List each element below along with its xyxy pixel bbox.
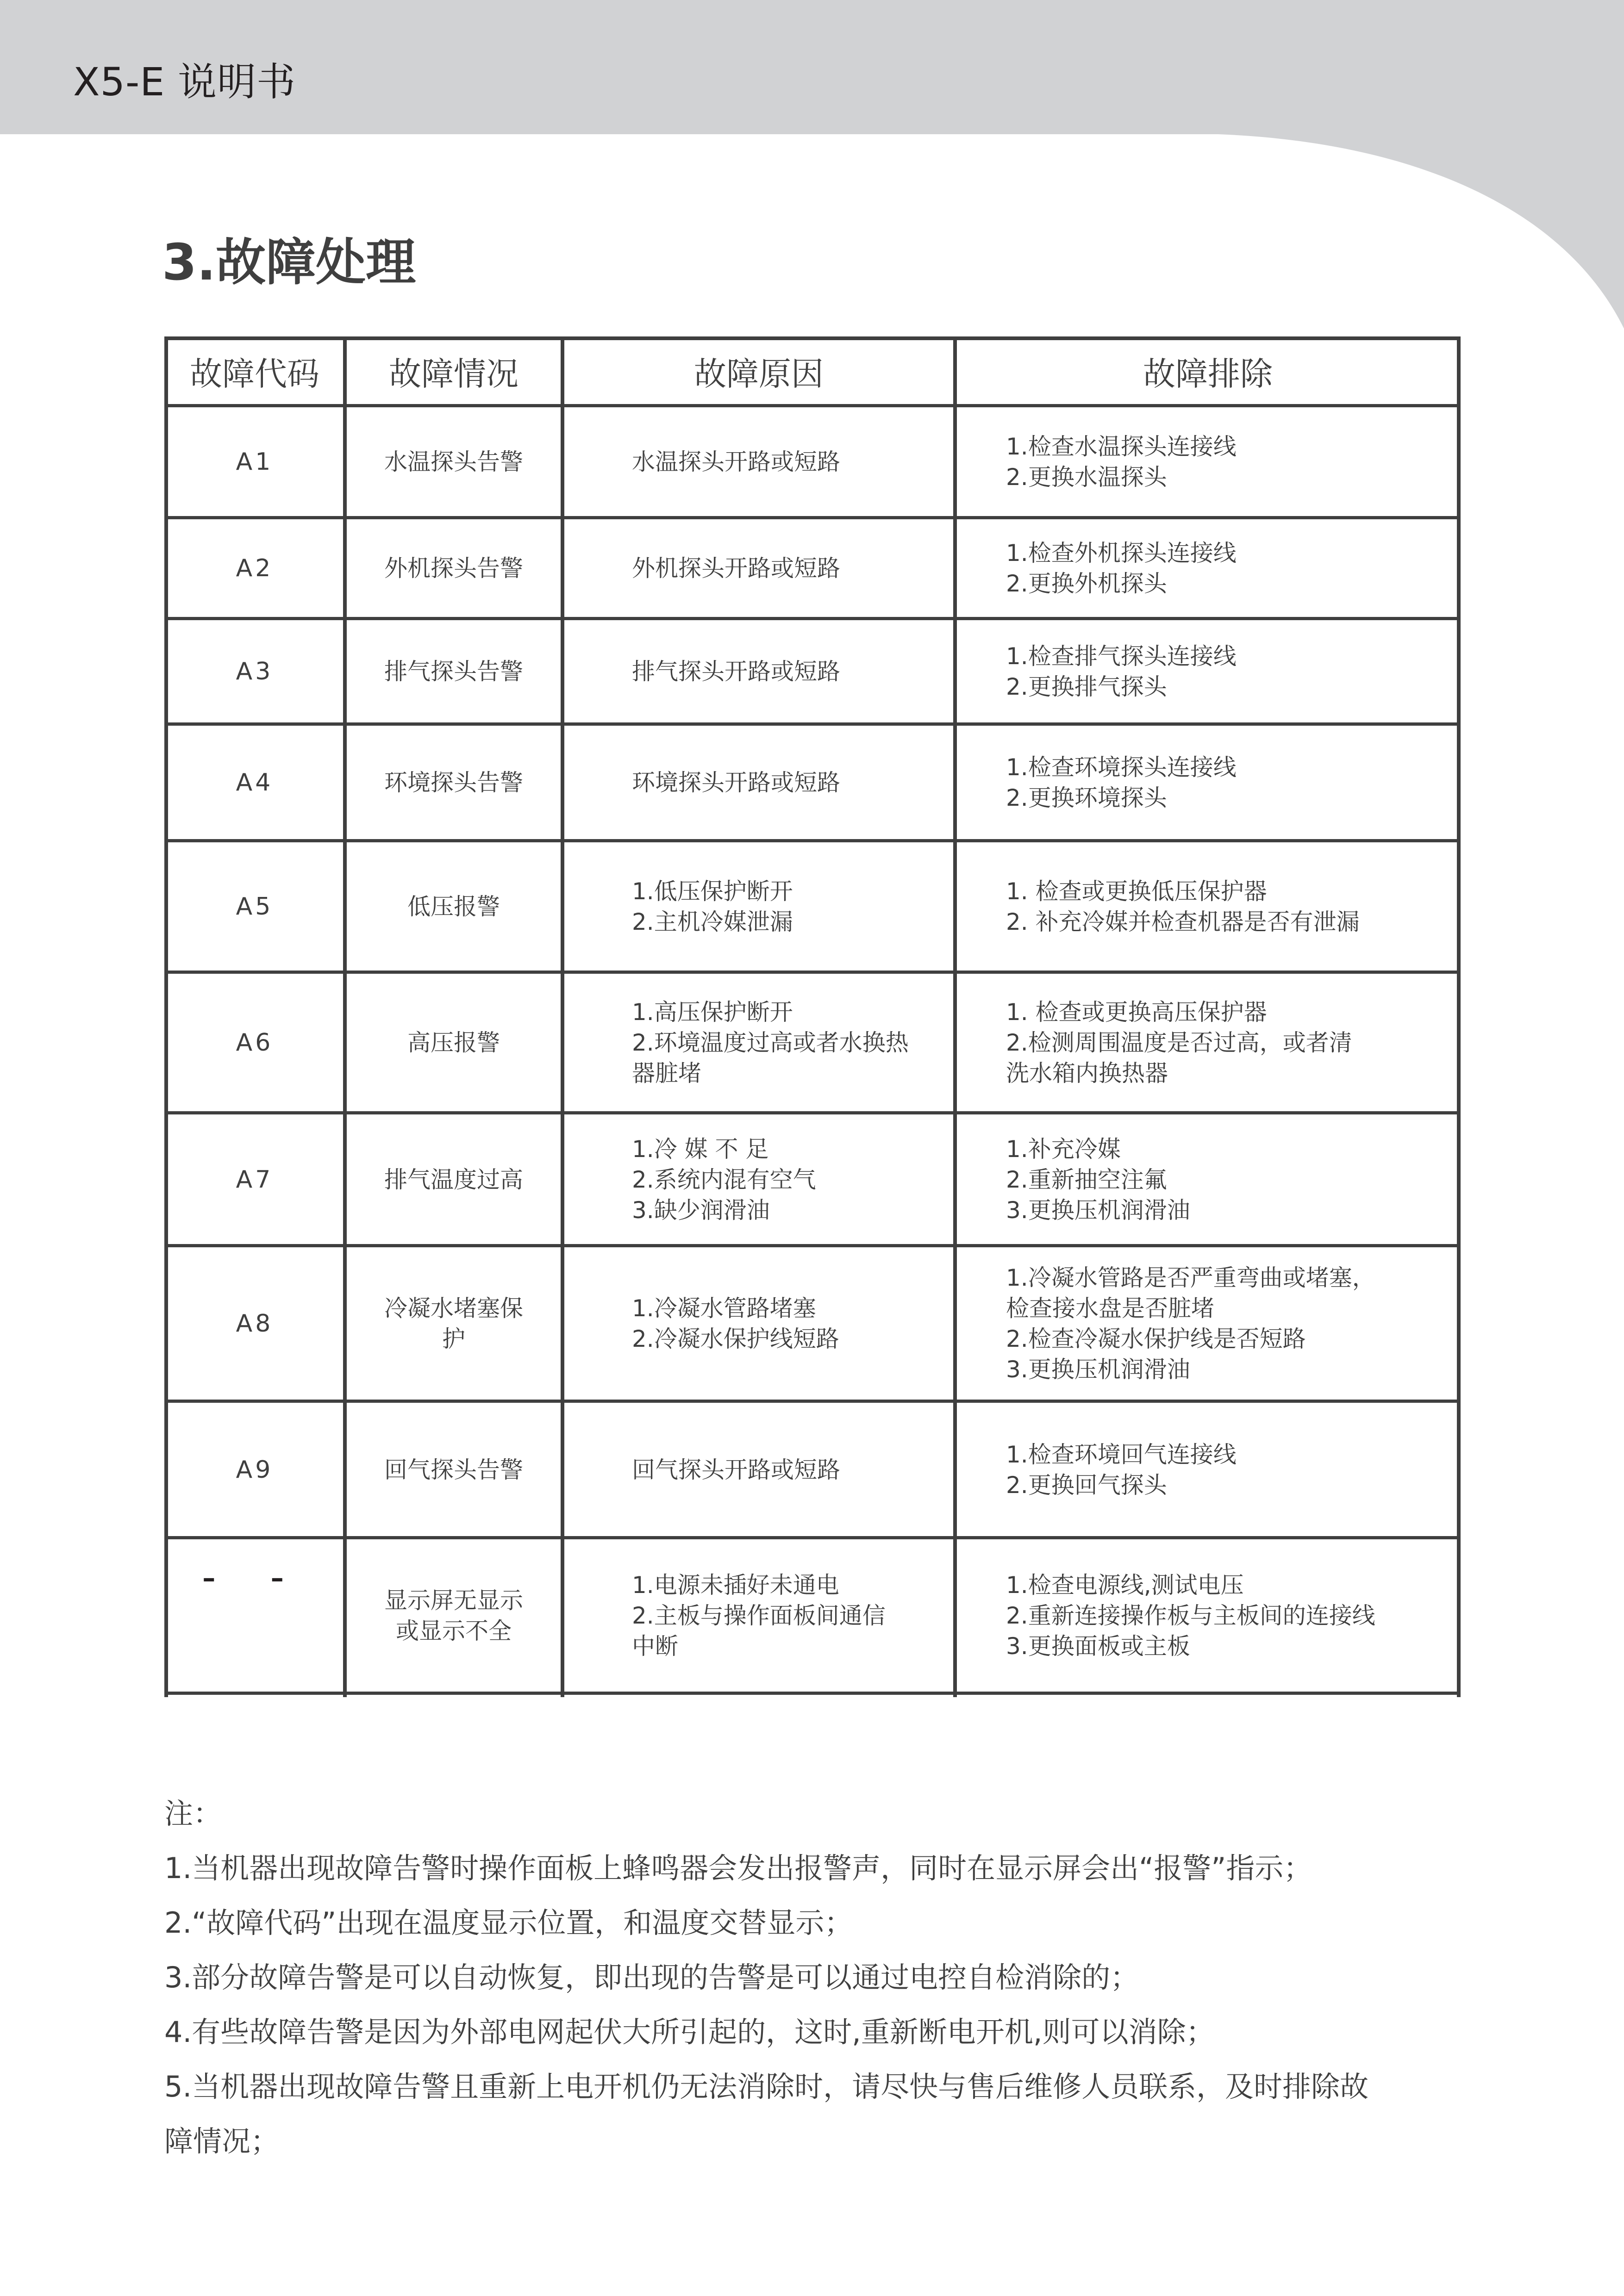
fault-code: A9 bbox=[236, 1456, 274, 1484]
fault-code-cell bbox=[164, 972, 345, 1113]
situation-line-lines bbox=[384, 656, 523, 687]
fault-code: A8 bbox=[236, 1310, 274, 1338]
fault-situation-cell bbox=[345, 1246, 562, 1401]
fix-line: 1. 检查或更换高压保护器 bbox=[1006, 999, 1267, 1026]
situation-line: 排气温度过高 bbox=[384, 1166, 523, 1193]
fault-code-cell bbox=[164, 1401, 345, 1538]
fix-line-lines bbox=[1006, 1570, 1375, 1661]
fix-line-lines bbox=[1006, 997, 1352, 1089]
cause-line: 水温探头开路或短路 bbox=[632, 448, 840, 475]
fix-line: 2.更换回气探头 bbox=[1006, 1471, 1167, 1499]
fault-situation-cell bbox=[345, 518, 562, 619]
situation-line: 排气探头告警 bbox=[384, 658, 523, 685]
situation-line: 环境探头告警 bbox=[384, 769, 523, 796]
column-header-label: 故障排除 bbox=[1143, 355, 1273, 393]
fix-line: 1.检查排气探头连接线 bbox=[1006, 643, 1237, 670]
note-item: 2.“故障代码”出现在温度显示位置，和温度交替显示； bbox=[164, 1906, 853, 1940]
header-fault-code bbox=[164, 336, 345, 406]
situation-line-lines bbox=[407, 891, 500, 922]
cause-line: 回气探头开路或短路 bbox=[632, 1456, 840, 1483]
cause-line-lines bbox=[632, 997, 909, 1089]
fix-line: 1.检查水温探头连接线 bbox=[1006, 433, 1237, 460]
fix-line: 2.重新连接操作板与主板间的连接线 bbox=[1006, 1602, 1375, 1629]
fault-situation-cell bbox=[345, 406, 562, 518]
fix-line: 2.更换外机探头 bbox=[1006, 570, 1167, 597]
situation-line-lines bbox=[384, 553, 523, 584]
cause-line: 2.系统内混有空气 bbox=[632, 1166, 816, 1193]
header-fault-fix bbox=[955, 336, 1461, 406]
situation-line: 外机探头告警 bbox=[384, 555, 523, 582]
cause-line-lines bbox=[632, 447, 840, 477]
fault-situation-cell bbox=[345, 841, 562, 972]
fix-line-lines bbox=[1006, 641, 1237, 702]
fault-code: A7 bbox=[236, 1165, 274, 1194]
fault-cause-cell bbox=[562, 1246, 955, 1401]
fix-line-lines bbox=[1006, 1263, 1375, 1385]
cause-line-lines bbox=[632, 1134, 816, 1226]
note-item: 障情况； bbox=[164, 2124, 280, 2158]
note-item: 5.当机器出现故障告警且重新上电开机仍无法消除时，请尽快与售后维修人员联系，及时排除故 bbox=[164, 2070, 1369, 2103]
cause-line-lines bbox=[632, 1293, 839, 1354]
fix-line-lines bbox=[1006, 1134, 1190, 1226]
notes-heading: 注： bbox=[164, 1797, 222, 1830]
situation-line: 高压报警 bbox=[407, 1029, 500, 1056]
fix-line: 2.重新抽空注氟 bbox=[1006, 1166, 1167, 1193]
fault-cause-cell bbox=[562, 1538, 955, 1693]
fault-code-cell bbox=[164, 1538, 345, 1693]
section-title: 3.故障处理 bbox=[162, 234, 416, 292]
fix-line: 1.检查电源线,测试电压 bbox=[1006, 1572, 1244, 1599]
fault-fix-cell bbox=[955, 1401, 1461, 1538]
fix-line: 2.更换排气探头 bbox=[1006, 673, 1167, 700]
fault-cause-cell bbox=[562, 619, 955, 724]
fault-situation-cell bbox=[345, 1113, 562, 1246]
fault-cause-cell bbox=[562, 518, 955, 619]
fault-code: A3 bbox=[236, 658, 274, 685]
fix-line-lines bbox=[1006, 752, 1237, 813]
fault-fix-cell bbox=[955, 1246, 1461, 1401]
column-header-label: 故障情况 bbox=[389, 355, 518, 393]
fault-code-cell bbox=[164, 619, 345, 724]
situation-line-lines bbox=[384, 1164, 523, 1195]
note-item: 3.部分故障告警是可以自动恢复，即出现的告警是可以通过电控自检消除的； bbox=[164, 1960, 1139, 1994]
column-header-label: 故障代码 bbox=[190, 355, 319, 393]
fault-code: A4 bbox=[236, 769, 274, 796]
fault-fix-cell bbox=[955, 841, 1461, 972]
cause-line: 2.主机冷媒泄漏 bbox=[632, 908, 793, 935]
cause-line: 2.环境温度过高或者水换热 bbox=[632, 1029, 909, 1056]
fault-cause-cell bbox=[562, 724, 955, 841]
situation-line-lines bbox=[384, 1585, 523, 1646]
cause-line: 1.电源未插好未通电 bbox=[632, 1572, 839, 1599]
cause-line: 1.低压保护断开 bbox=[632, 878, 793, 905]
fix-line: 3.更换压机润滑油 bbox=[1006, 1196, 1190, 1224]
cause-line-lines bbox=[632, 767, 840, 798]
situation-line: 低压报警 bbox=[407, 893, 500, 920]
fault-code-cell bbox=[164, 518, 345, 619]
fault-code: A5 bbox=[236, 893, 274, 921]
cause-line: 排气探头开路或短路 bbox=[632, 658, 840, 685]
fix-line: 2.更换水温探头 bbox=[1006, 464, 1167, 491]
fault-cause-cell bbox=[562, 841, 955, 972]
fault-code-cell bbox=[164, 406, 345, 518]
fix-line: 1.冷凝水管路是否严重弯曲或堵塞， bbox=[1006, 1264, 1375, 1291]
fix-line: 2. 补充冷媒并检查机器是否有泄漏 bbox=[1006, 908, 1360, 935]
situation-line-lines bbox=[384, 1293, 523, 1354]
situation-line: 回气探头告警 bbox=[384, 1456, 523, 1483]
fix-line-lines bbox=[1006, 431, 1237, 492]
fix-line: 2.检测周围温度是否过高，或者清 bbox=[1006, 1029, 1352, 1056]
fault-cause-cell bbox=[562, 1401, 955, 1538]
fix-line-lines bbox=[1006, 1439, 1237, 1500]
fix-line: 1.检查环境探头连接线 bbox=[1006, 754, 1237, 781]
fault-fix-cell bbox=[955, 1538, 1461, 1693]
cause-line-lines bbox=[632, 656, 840, 687]
cause-line: 1.冷凝水管路堵塞 bbox=[632, 1295, 816, 1322]
fix-line: 2.更换环境探头 bbox=[1006, 784, 1167, 811]
situation-line-lines bbox=[384, 767, 523, 798]
document-title: X5-E 说明书 bbox=[73, 59, 296, 105]
fault-fix-cell bbox=[955, 1113, 1461, 1246]
situation-line-lines bbox=[407, 1027, 500, 1058]
cause-line-lines bbox=[632, 553, 840, 584]
fault-situation-cell bbox=[345, 619, 562, 724]
cause-line-lines bbox=[632, 1455, 840, 1485]
cause-line: 1.冷 媒 不 足 bbox=[632, 1135, 769, 1163]
header-fault-cause bbox=[562, 336, 955, 406]
fix-line-lines bbox=[1006, 876, 1360, 937]
fault-code-cell bbox=[164, 724, 345, 841]
fault-fix-cell bbox=[955, 518, 1461, 619]
fault-situation-cell bbox=[345, 1401, 562, 1538]
fault-table bbox=[164, 336, 1461, 1693]
note-item: 4.有些故障告警是因为外部电网起伏大所引起的，这时,重新断电开机,则可以消除； bbox=[164, 2015, 1215, 2049]
cause-line: 器脏堵 bbox=[632, 1060, 701, 1087]
cause-line: 2.主板与操作面板间通信 bbox=[632, 1602, 886, 1629]
note-item: 1.当机器出现故障告警时操作面板上蜂鸣器会发出报警声，同时在显示屏会出“报警”指示； bbox=[164, 1851, 1312, 1885]
fix-line: 3.更换压机润滑油 bbox=[1006, 1356, 1190, 1383]
fault-fix-cell bbox=[955, 972, 1461, 1113]
fix-line-lines bbox=[1006, 538, 1237, 599]
fault-code: A6 bbox=[236, 1029, 274, 1057]
situation-line: 护 bbox=[442, 1325, 465, 1352]
situation-line: 或显示不全 bbox=[396, 1618, 512, 1644]
fix-line: 3.更换面板或主板 bbox=[1006, 1633, 1190, 1660]
fault-code: A2 bbox=[236, 554, 274, 582]
fault-code: – – bbox=[202, 1563, 307, 1593]
fault-situation-cell bbox=[345, 1538, 562, 1693]
fault-fix-cell bbox=[955, 619, 1461, 724]
fault-fix-cell bbox=[955, 406, 1461, 518]
fault-code-cell bbox=[164, 841, 345, 972]
cause-line: 外机探头开路或短路 bbox=[632, 555, 840, 582]
fix-line: 检查接水盘是否脏堵 bbox=[1006, 1295, 1214, 1322]
fault-fix-cell bbox=[955, 724, 1461, 841]
fault-code-cell bbox=[164, 1113, 345, 1246]
fix-line: 1.补充冷媒 bbox=[1006, 1135, 1121, 1163]
fix-line: 1. 检查或更换低压保护器 bbox=[1006, 878, 1267, 905]
situation-line-lines bbox=[384, 447, 523, 477]
fix-line: 2.检查冷凝水保护线是否短路 bbox=[1006, 1325, 1306, 1352]
fix-line: 1.检查外机探头连接线 bbox=[1006, 540, 1237, 566]
cause-line: 1.高压保护断开 bbox=[632, 999, 793, 1026]
cause-line: 3.缺少润滑油 bbox=[632, 1196, 770, 1224]
fault-situation-cell bbox=[345, 972, 562, 1113]
fix-line: 1.检查环境回气连接线 bbox=[1006, 1441, 1237, 1468]
situation-line: 水温探头告警 bbox=[384, 448, 523, 475]
situation-line: 冷凝水堵塞保 bbox=[384, 1295, 523, 1322]
cause-line: 中断 bbox=[632, 1633, 678, 1660]
fault-cause-cell bbox=[562, 972, 955, 1113]
cause-line: 环境探头开路或短路 bbox=[632, 769, 840, 796]
header-fault-situation bbox=[345, 336, 562, 406]
column-header-label: 故障原因 bbox=[694, 355, 824, 393]
cause-line: 2.冷凝水保护线短路 bbox=[632, 1325, 839, 1352]
cause-line-lines bbox=[632, 1570, 886, 1661]
notes-section bbox=[164, 1786, 1484, 2169]
situation-line: 显示屏无显示 bbox=[384, 1587, 523, 1614]
fault-situation-cell bbox=[345, 724, 562, 841]
fault-cause-cell bbox=[562, 406, 955, 518]
fault-code: A1 bbox=[236, 448, 274, 476]
fix-line: 洗水箱内换热器 bbox=[1006, 1060, 1168, 1087]
cause-line-lines bbox=[632, 876, 793, 937]
fault-code-cell bbox=[164, 1246, 345, 1401]
fault-cause-cell bbox=[562, 1113, 955, 1246]
situation-line-lines bbox=[384, 1455, 523, 1485]
